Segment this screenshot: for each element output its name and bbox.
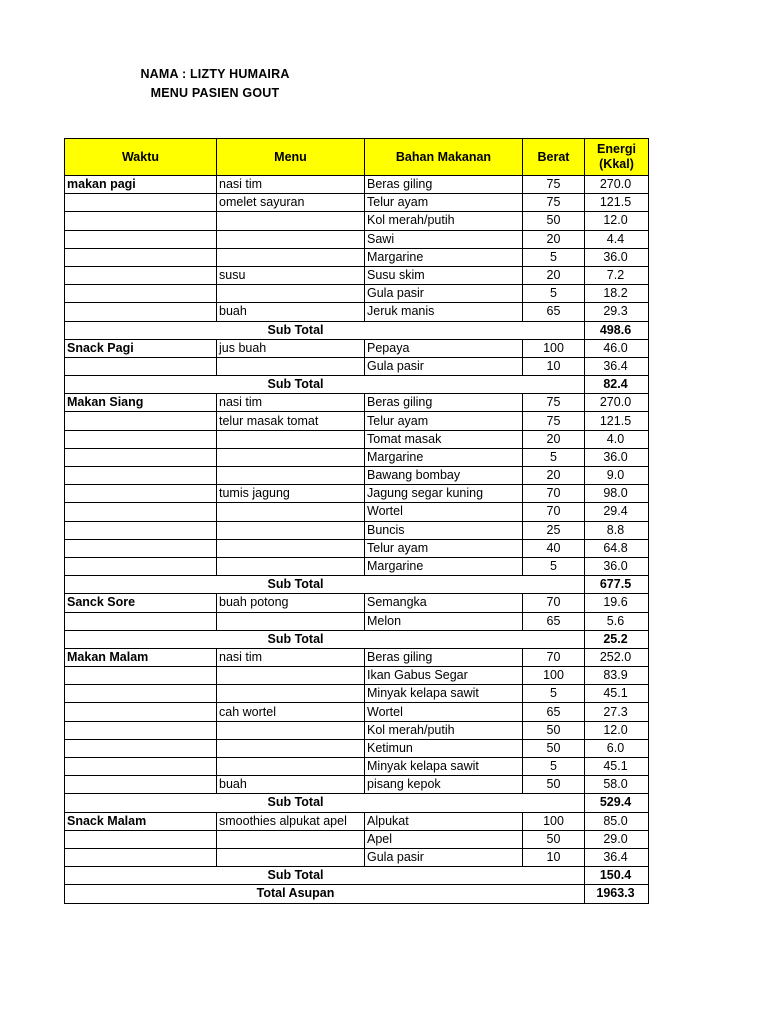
cell-menu [217, 430, 365, 448]
table-row [65, 612, 649, 630]
cell-menu: omelet sayuran [217, 194, 365, 212]
cell-berat: 50 [523, 830, 585, 848]
cell-energi: 5.6 [585, 612, 649, 630]
table-row [65, 266, 649, 284]
cell-energi: 29.4 [585, 503, 649, 521]
cell-waktu [65, 248, 217, 266]
cell-waktu [65, 285, 217, 303]
patient-name: NAMA : LIZTY HUMAIRA [140, 67, 290, 81]
cell-bahan: Bawang bombay [365, 467, 523, 485]
table-row [65, 721, 649, 739]
cell-menu [217, 739, 365, 757]
cell-energi: 98.0 [585, 485, 649, 503]
cell-bahan: Margarine [365, 448, 523, 466]
cell-energi: 46.0 [585, 339, 649, 357]
cell-menu: buah potong [217, 594, 365, 612]
cell-bahan: Wortel [365, 703, 523, 721]
cell-energi: 83.9 [585, 667, 649, 685]
cell-waktu [65, 430, 217, 448]
cell-berat: 5 [523, 685, 585, 703]
cell-menu [217, 212, 365, 230]
cell-berat: 20 [523, 467, 585, 485]
cell-menu: susu [217, 266, 365, 284]
cell-menu: buah [217, 776, 365, 794]
cell-energi: 121.5 [585, 194, 649, 212]
cell-waktu [65, 667, 217, 685]
cell-waktu [65, 721, 217, 739]
cell-menu: cah wortel [217, 703, 365, 721]
cell-bahan: Telur ayam [365, 194, 523, 212]
cell-energi: 45.1 [585, 685, 649, 703]
cell-waktu [65, 539, 217, 557]
cell-berat: 70 [523, 648, 585, 666]
cell-berat: 50 [523, 212, 585, 230]
cell-berat: 40 [523, 539, 585, 557]
cell-bahan: Buncis [365, 521, 523, 539]
table-row [65, 848, 649, 866]
cell-waktu [65, 485, 217, 503]
cell-waktu: Sanck Sore [65, 594, 217, 612]
subtotal-label: Sub Total [65, 867, 585, 885]
col-header-menu: Menu [217, 139, 365, 176]
cell-bahan: Jeruk manis [365, 303, 523, 321]
cell-menu [217, 521, 365, 539]
cell-energi: 18.2 [585, 285, 649, 303]
cell-bahan: Minyak kelapa sawit [365, 685, 523, 703]
cell-berat: 10 [523, 357, 585, 375]
cell-bahan: Beras giling [365, 394, 523, 412]
subtotal-energi: 1963.3 [585, 885, 649, 903]
cell-energi: 4.4 [585, 230, 649, 248]
cell-energi: 8.8 [585, 521, 649, 539]
cell-waktu [65, 830, 217, 848]
cell-bahan: Tomat masak [365, 430, 523, 448]
cell-menu [217, 848, 365, 866]
cell-menu [217, 721, 365, 739]
menu-title: MENU PASIEN GOUT [150, 86, 280, 100]
cell-waktu [65, 776, 217, 794]
subtotal-energi: 150.4 [585, 867, 649, 885]
cell-waktu [65, 230, 217, 248]
cell-energi: 29.0 [585, 830, 649, 848]
table-row [65, 503, 649, 521]
cell-berat: 25 [523, 521, 585, 539]
cell-menu: telur masak tomat [217, 412, 365, 430]
cell-waktu [65, 685, 217, 703]
cell-menu [217, 285, 365, 303]
table-row [65, 467, 649, 485]
subtotal-label: Sub Total [65, 794, 585, 812]
cell-menu [217, 557, 365, 575]
cell-bahan: Margarine [365, 557, 523, 575]
cell-bahan: Kol merah/putih [365, 212, 523, 230]
cell-energi: 29.3 [585, 303, 649, 321]
cell-menu [217, 830, 365, 848]
cell-berat: 70 [523, 503, 585, 521]
table-row [65, 557, 649, 575]
cell-berat: 5 [523, 248, 585, 266]
cell-berat: 75 [523, 394, 585, 412]
table-row [65, 594, 649, 612]
cell-berat: 5 [523, 557, 585, 575]
cell-berat: 100 [523, 339, 585, 357]
cell-energi: 4.0 [585, 430, 649, 448]
subtotal-energi: 498.6 [585, 321, 649, 339]
table-row [65, 685, 649, 703]
cell-bahan: Gula pasir [365, 357, 523, 375]
subtotal-row [65, 376, 649, 394]
cell-menu [217, 685, 365, 703]
cell-menu: smoothies alpukat apel [217, 812, 365, 830]
subtotal-energi: 82.4 [585, 376, 649, 394]
cell-waktu [65, 557, 217, 575]
table-row [65, 703, 649, 721]
cell-berat: 20 [523, 230, 585, 248]
cell-energi: 12.0 [585, 212, 649, 230]
table-row [65, 430, 649, 448]
table-row [65, 285, 649, 303]
cell-energi: 45.1 [585, 758, 649, 776]
subtotal-energi: 529.4 [585, 794, 649, 812]
cell-menu [217, 758, 365, 776]
subtotal-label: Sub Total [65, 376, 585, 394]
cell-bahan: Minyak kelapa sawit [365, 758, 523, 776]
table-row [65, 176, 649, 194]
cell-menu: nasi tim [217, 176, 365, 194]
cell-bahan: Margarine [365, 248, 523, 266]
cell-berat: 5 [523, 448, 585, 466]
cell-waktu: makan pagi [65, 176, 217, 194]
cell-energi: 58.0 [585, 776, 649, 794]
cell-berat: 50 [523, 776, 585, 794]
table-body [65, 176, 649, 904]
cell-berat: 5 [523, 285, 585, 303]
cell-bahan: Susu skim [365, 266, 523, 284]
cell-bahan: Ikan Gabus Segar [365, 667, 523, 685]
cell-berat: 70 [523, 485, 585, 503]
cell-energi: 9.0 [585, 467, 649, 485]
table-row [65, 521, 649, 539]
cell-bahan: Melon [365, 612, 523, 630]
cell-energi: 36.0 [585, 557, 649, 575]
col-header-bahan: Bahan Makanan [365, 139, 523, 176]
cell-energi: 270.0 [585, 176, 649, 194]
cell-waktu [65, 758, 217, 776]
cell-bahan: Wortel [365, 503, 523, 521]
cell-menu [217, 448, 365, 466]
cell-energi: 85.0 [585, 812, 649, 830]
cell-bahan: Kol merah/putih [365, 721, 523, 739]
subtotal-label: Sub Total [65, 321, 585, 339]
cell-waktu [65, 448, 217, 466]
table-row [65, 539, 649, 557]
table-row [65, 667, 649, 685]
cell-energi: 252.0 [585, 648, 649, 666]
cell-menu: tumis jagung [217, 485, 365, 503]
cell-menu [217, 467, 365, 485]
cell-bahan: Gula pasir [365, 848, 523, 866]
cell-energi: 270.0 [585, 394, 649, 412]
cell-berat: 50 [523, 721, 585, 739]
cell-menu [217, 248, 365, 266]
cell-berat: 50 [523, 739, 585, 757]
cell-berat: 65 [523, 612, 585, 630]
cell-berat: 70 [523, 594, 585, 612]
cell-berat: 100 [523, 812, 585, 830]
cell-berat: 100 [523, 667, 585, 685]
subtotal-row [65, 576, 649, 594]
subtotal-label: Total Asupan [65, 885, 585, 903]
cell-energi: 36.4 [585, 848, 649, 866]
cell-bahan: Telur ayam [365, 539, 523, 557]
cell-waktu [65, 503, 217, 521]
subtotal-label: Sub Total [65, 576, 585, 594]
col-header-waktu: Waktu [65, 139, 217, 176]
cell-energi: 36.0 [585, 248, 649, 266]
cell-energi: 121.5 [585, 412, 649, 430]
cell-waktu [65, 521, 217, 539]
cell-waktu [65, 266, 217, 284]
table-row [65, 830, 649, 848]
cell-bahan: Pepaya [365, 339, 523, 357]
cell-bahan: pisang kepok [365, 776, 523, 794]
table-row [65, 357, 649, 375]
cell-menu [217, 667, 365, 685]
cell-bahan: Sawi [365, 230, 523, 248]
cell-menu: nasi tim [217, 394, 365, 412]
table-row [65, 212, 649, 230]
cell-waktu [65, 848, 217, 866]
cell-bahan: Beras giling [365, 648, 523, 666]
cell-berat: 75 [523, 176, 585, 194]
cell-berat: 10 [523, 848, 585, 866]
menu-table [64, 138, 649, 904]
table-row [65, 394, 649, 412]
subtotal-label: Sub Total [65, 630, 585, 648]
cell-waktu: Makan Malam [65, 648, 217, 666]
subtotal-row [65, 867, 649, 885]
cell-bahan: Beras giling [365, 176, 523, 194]
table-row [65, 485, 649, 503]
table-row [65, 648, 649, 666]
cell-menu [217, 503, 365, 521]
col-header-energi: Energi (Kkal) [585, 139, 649, 176]
table-header-row [65, 139, 649, 176]
cell-waktu [65, 212, 217, 230]
cell-bahan: Alpukat [365, 812, 523, 830]
cell-waktu: Makan Siang [65, 394, 217, 412]
table-row [65, 758, 649, 776]
cell-berat: 20 [523, 430, 585, 448]
subtotal-row [65, 630, 649, 648]
cell-waktu [65, 703, 217, 721]
cell-menu [217, 539, 365, 557]
cell-menu [217, 612, 365, 630]
cell-waktu: Snack Pagi [65, 339, 217, 357]
cell-bahan: Apel [365, 830, 523, 848]
cell-menu: nasi tim [217, 648, 365, 666]
cell-menu: buah [217, 303, 365, 321]
subtotal-energi: 25.2 [585, 630, 649, 648]
table-row [65, 412, 649, 430]
cell-energi: 12.0 [585, 721, 649, 739]
table-row [65, 812, 649, 830]
cell-energi: 19.6 [585, 594, 649, 612]
subtotal-row [65, 794, 649, 812]
cell-waktu [65, 357, 217, 375]
cell-bahan: Gula pasir [365, 285, 523, 303]
table-row [65, 303, 649, 321]
cell-berat: 65 [523, 703, 585, 721]
cell-menu: jus buah [217, 339, 365, 357]
cell-waktu [65, 612, 217, 630]
cell-berat: 75 [523, 194, 585, 212]
table-row [65, 339, 649, 357]
cell-berat: 20 [523, 266, 585, 284]
cell-menu [217, 357, 365, 375]
cell-energi: 6.0 [585, 739, 649, 757]
cell-energi: 27.3 [585, 703, 649, 721]
table-row [65, 448, 649, 466]
cell-energi: 36.0 [585, 448, 649, 466]
cell-energi: 64.8 [585, 539, 649, 557]
cell-bahan: Ketimun [365, 739, 523, 757]
cell-bahan: Jagung segar kuning [365, 485, 523, 503]
cell-berat: 5 [523, 758, 585, 776]
cell-waktu [65, 467, 217, 485]
cell-waktu [65, 194, 217, 212]
cell-waktu: Snack Malam [65, 812, 217, 830]
cell-waktu [65, 412, 217, 430]
subtotal-energi: 677.5 [585, 576, 649, 594]
cell-menu [217, 230, 365, 248]
table-row [65, 776, 649, 794]
table-row [65, 230, 649, 248]
cell-energi: 36.4 [585, 357, 649, 375]
cell-berat: 65 [523, 303, 585, 321]
col-header-berat: Berat [523, 139, 585, 176]
subtotal-row [65, 885, 649, 903]
table-row [65, 194, 649, 212]
subtotal-row [65, 321, 649, 339]
cell-bahan: Telur ayam [365, 412, 523, 430]
cell-waktu [65, 739, 217, 757]
cell-bahan: Semangka [365, 594, 523, 612]
table-row [65, 248, 649, 266]
cell-waktu [65, 303, 217, 321]
cell-energi: 7.2 [585, 266, 649, 284]
table-row [65, 739, 649, 757]
cell-berat: 75 [523, 412, 585, 430]
